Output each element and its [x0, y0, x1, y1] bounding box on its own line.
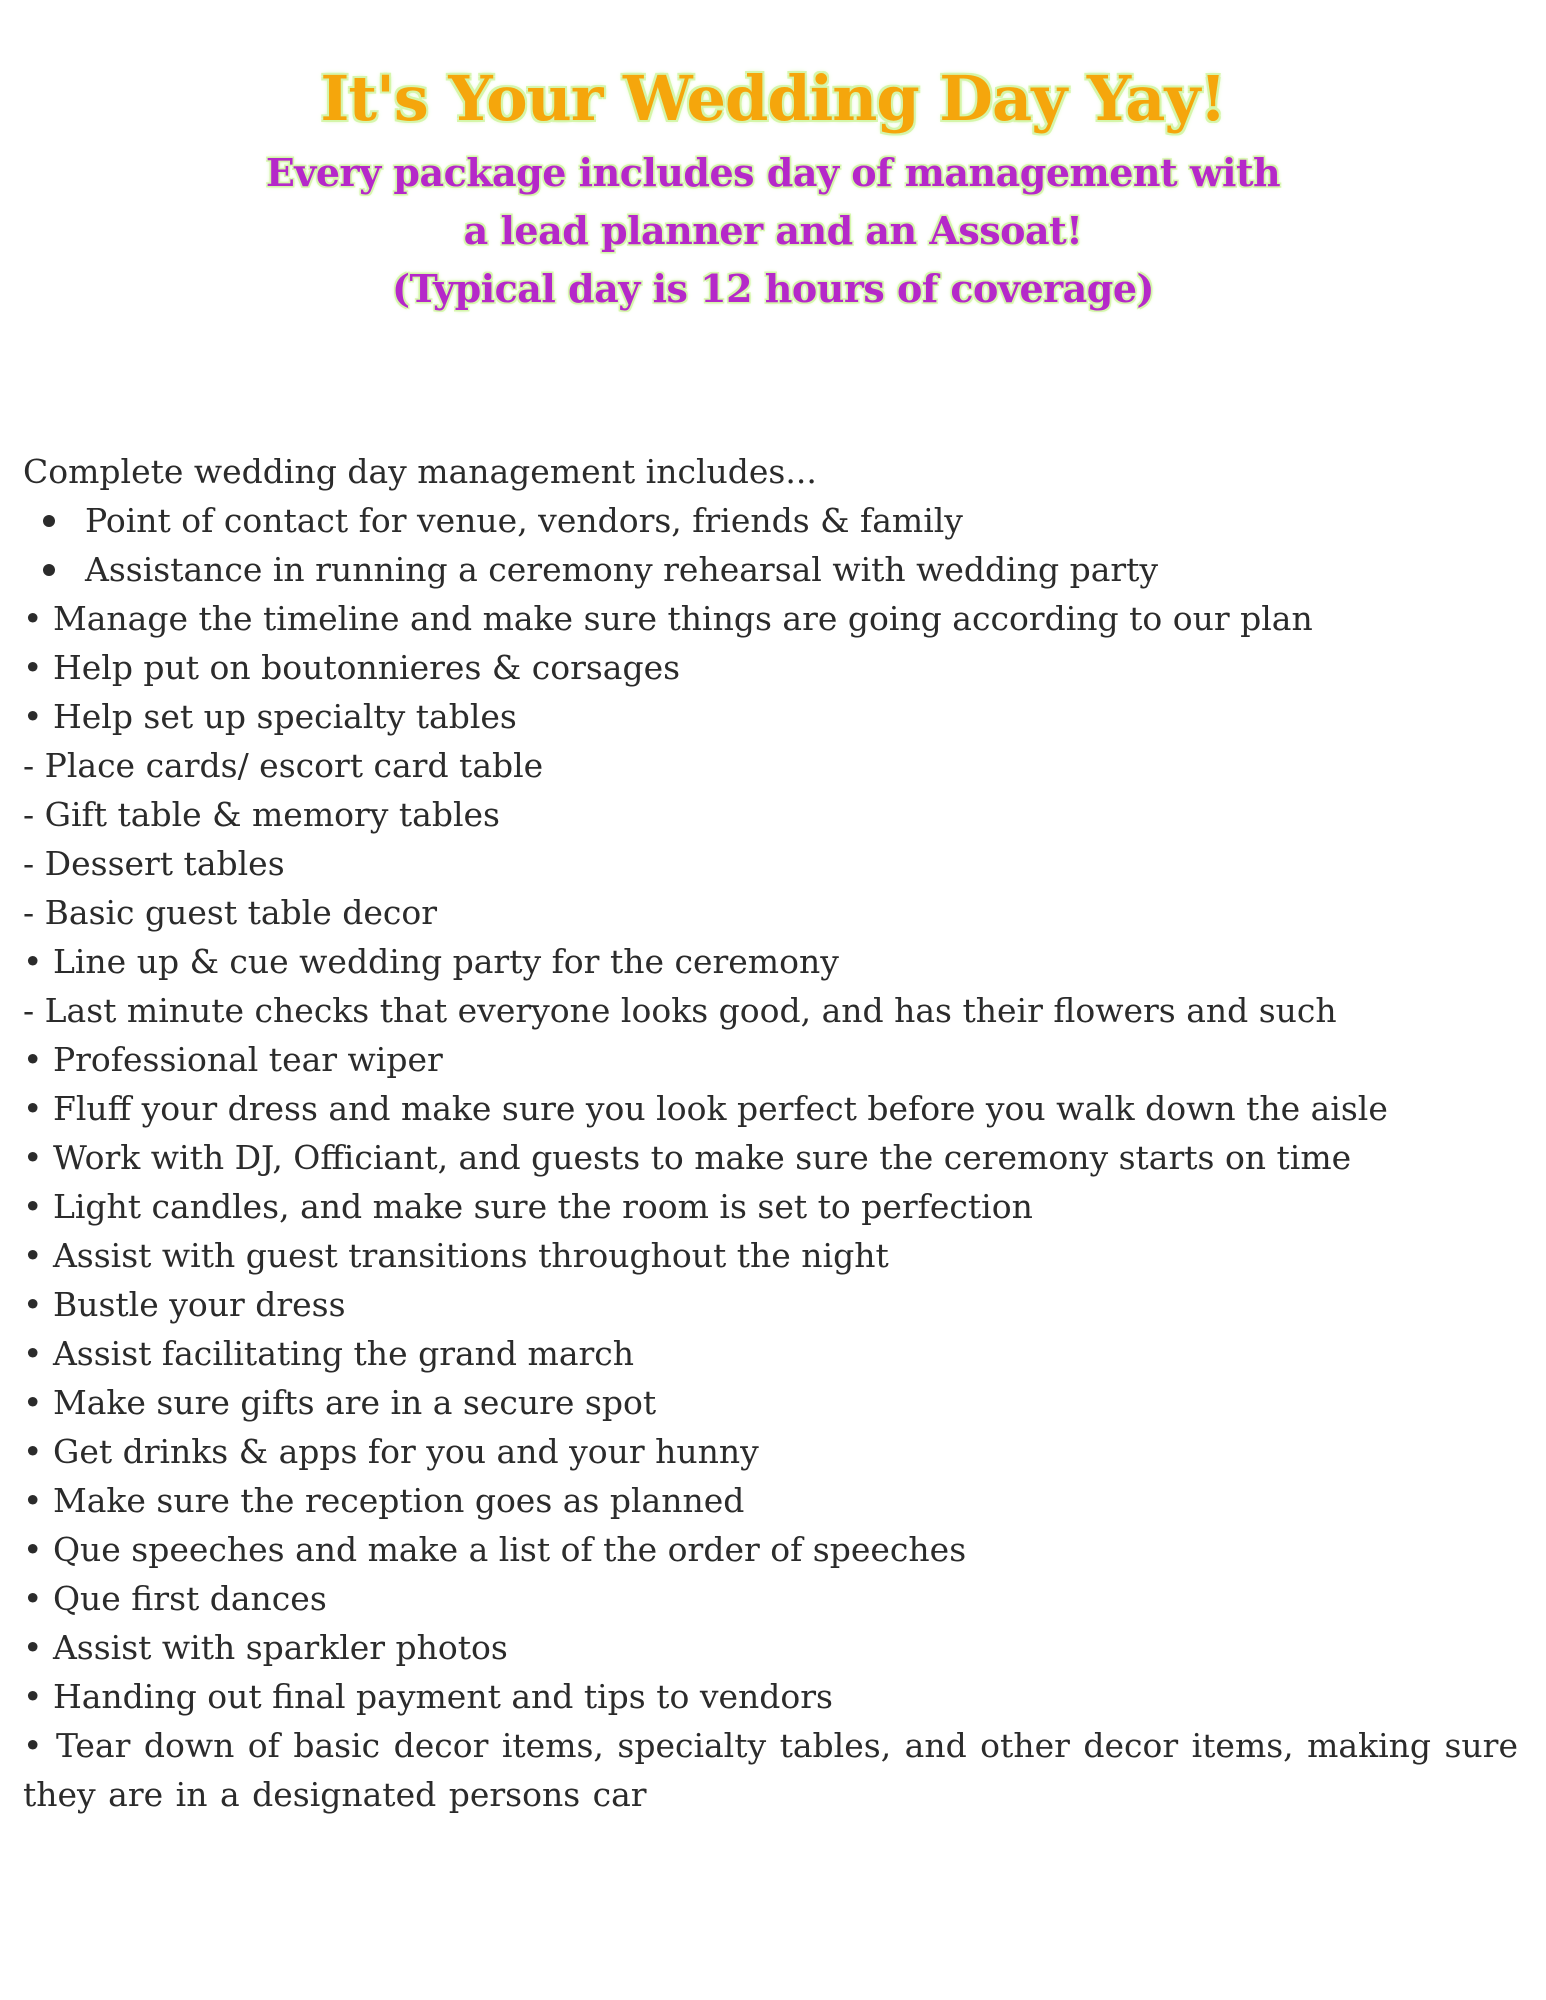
subtitle-line-2: a lead planner and an Assoat!	[463, 208, 1083, 253]
subtitle-line-3: (Typical day is 12 hours of coverage)	[391, 266, 1155, 311]
list-item: • Make sure the reception goes as planned	[23, 1481, 745, 1520]
list-item: • Professional tear wiper	[23, 1040, 443, 1079]
list-item: • Que speeches and make a list of the order of speeches	[23, 1530, 967, 1569]
subtitle-line-1: Every package includes day of management with	[265, 150, 1281, 195]
list-item: • Handing out final payment and tips to vendors	[23, 1677, 833, 1716]
list-item: • Light candles, and make sure the room is set to perfection	[23, 1187, 1033, 1226]
management-list	[23, 447, 1518, 1819]
list-item: • Assist facilitating the grand march	[23, 1334, 634, 1373]
list-item: • Assist with guest transitions throughout the night	[23, 1236, 889, 1275]
list-item: • Work with DJ, Officiant, and guests to make sure the ceremony starts on time	[23, 1138, 1352, 1177]
list-item: • Bustle your dress	[23, 1285, 346, 1324]
list-item: • Tear down of basic decor items, specialty tables, and other decor items, making sure they are in a designated persons car	[23, 1726, 1518, 1814]
list-item-text: Assistance in running a ceremony rehearsal with wedding party	[85, 550, 1159, 589]
list-item: - Dessert tables	[23, 844, 285, 883]
list-item: - Place cards/ escort card table	[23, 746, 544, 785]
list-item: • Manage the timeline and make sure things are going according to our plan	[23, 599, 1313, 638]
list-item-text: Point of contact for venue, vendors, friends & family	[85, 501, 963, 540]
intro-text: Complete wedding day management includes...	[23, 452, 817, 491]
list-item: - Basic guest table decor	[23, 893, 438, 932]
bullet-icon	[43, 515, 55, 527]
list-item	[23, 496, 1518, 545]
list-item: • Que first dances	[23, 1579, 327, 1618]
list-item: • Fluff your dress and make sure you look perfect before you walk down the aisle	[23, 1089, 1388, 1128]
list-item: • Help set up specialty tables	[23, 697, 517, 736]
list-item: • Line up & cue wedding party for the ceremony	[23, 942, 839, 981]
list-item	[23, 545, 1518, 594]
list-item: • Get drinks & apps for you and your hunny	[23, 1432, 759, 1471]
list-item: - Last minute checks that everyone looks good, and has their flowers and such	[23, 991, 1337, 1030]
list-item: • Help put on boutonnieres & corsages	[23, 648, 681, 687]
list-item: • Assist with sparkler photos	[23, 1628, 508, 1667]
page-title: It's Your Wedding Day Yay!	[320, 62, 1226, 135]
bullet-icon	[43, 564, 55, 576]
list-item: - Gift table & memory tables	[23, 795, 500, 834]
list-item: • Make sure gifts are in a secure spot	[23, 1383, 657, 1422]
